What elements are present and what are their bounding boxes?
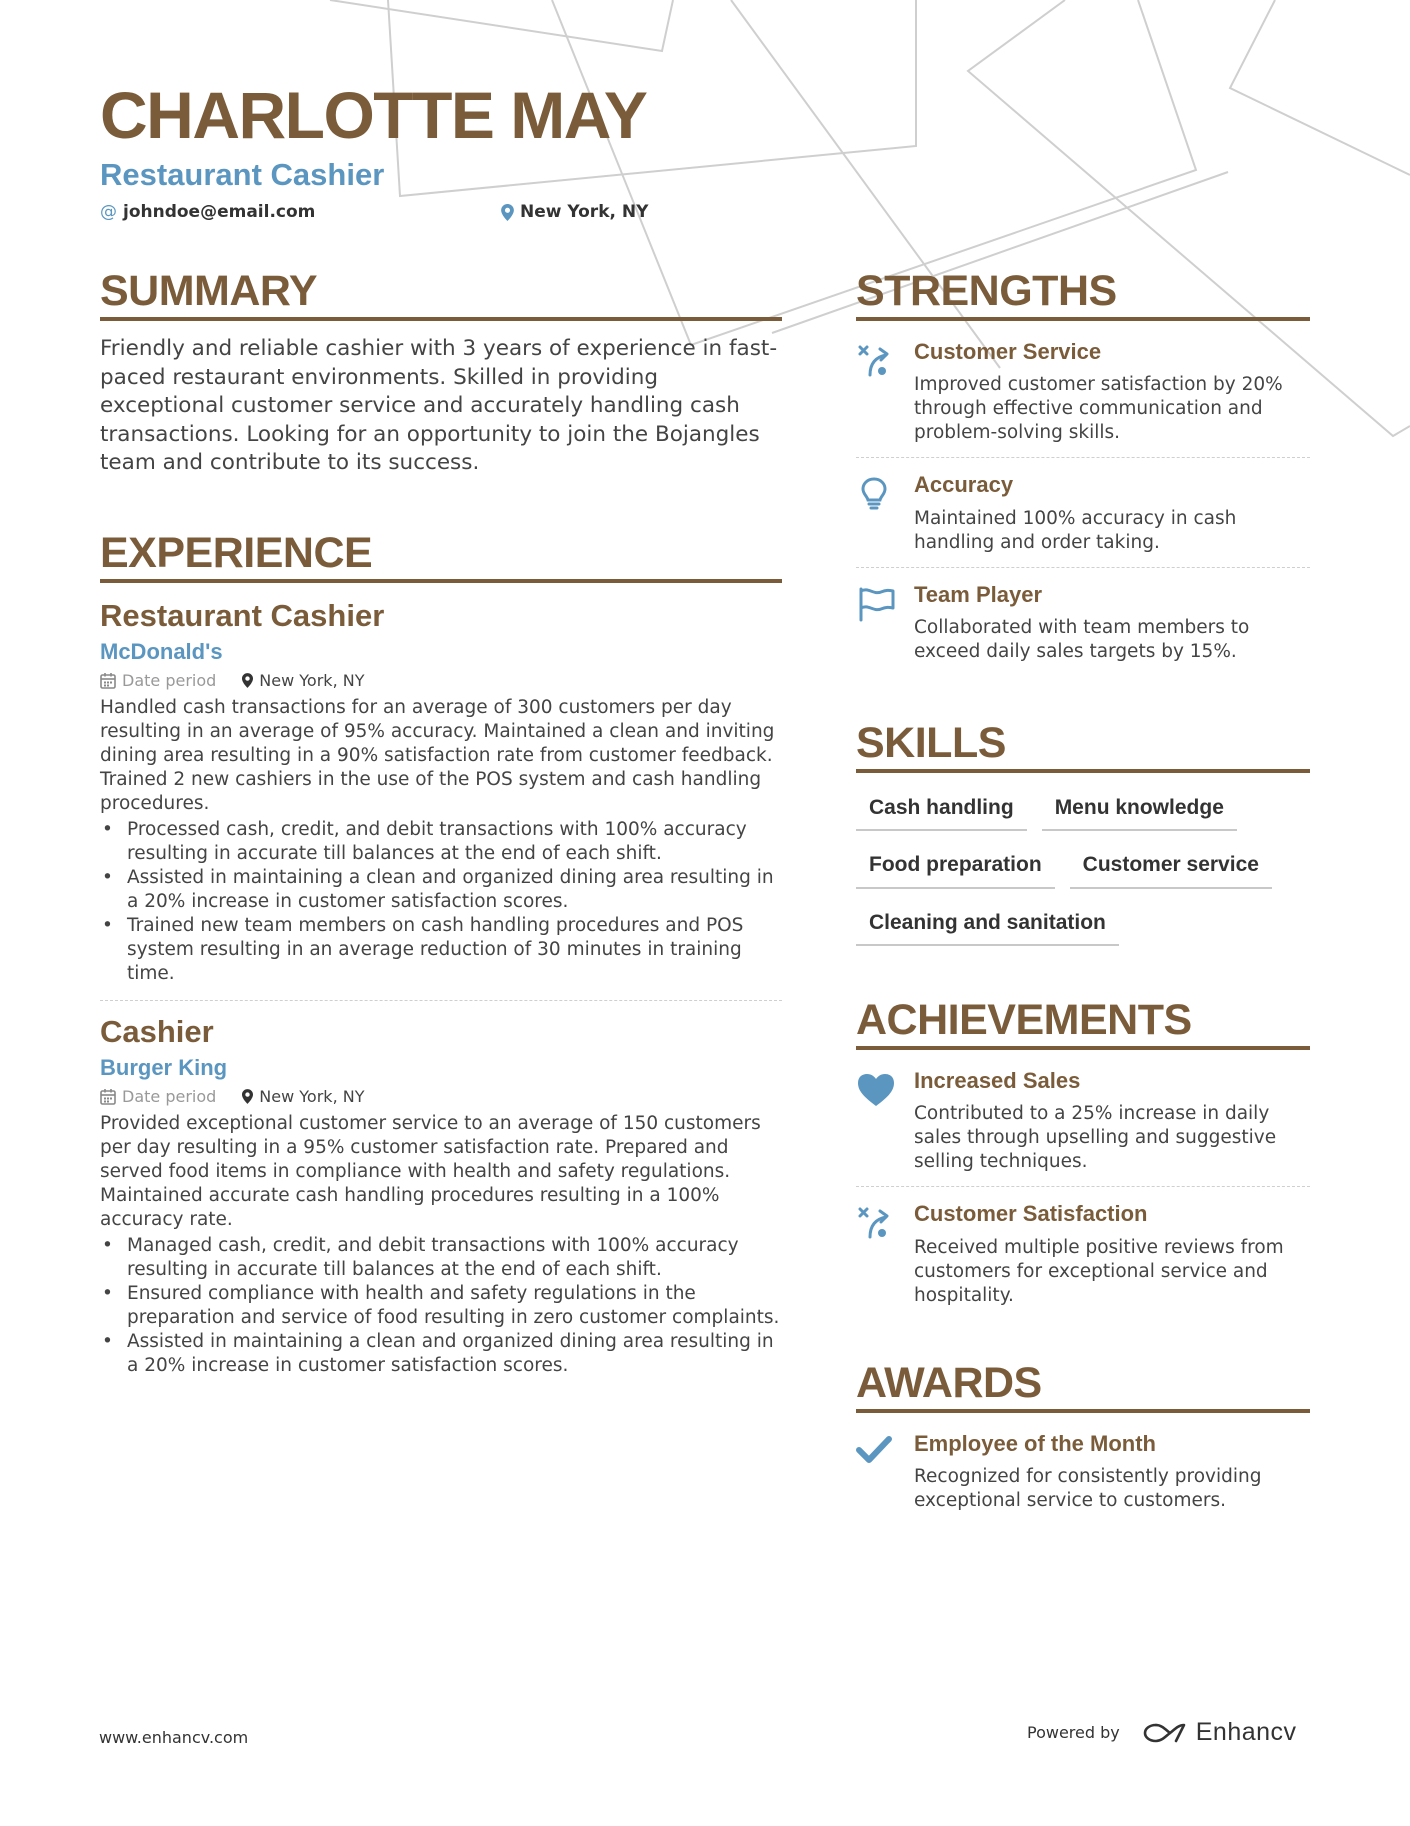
job-location: New York, NY: [259, 670, 365, 690]
location-pin-icon: [242, 673, 253, 688]
job-bullet: • Ensured compliance with health and safety regulations in the preparation and service of food resulting in zero customer complaints.: [100, 1282, 782, 1330]
footer-website[interactable]: www.enhancv.com: [99, 1728, 249, 1747]
company-name: Burger King: [100, 1054, 228, 1080]
award-item: [856, 1431, 1310, 1513]
job-date: Date period: [122, 670, 217, 690]
brand-name: Enhancv: [1195, 1718, 1297, 1746]
job-title: Restaurant Cashier: [100, 597, 385, 633]
calendar-icon: [100, 672, 116, 689]
flag-icon: [856, 582, 914, 664]
job-date: Date period: [122, 1086, 217, 1106]
skill-tag: Cash handling: [856, 787, 1027, 831]
achievement-item: [856, 1068, 1310, 1174]
awards-section: [856, 1358, 1310, 1513]
strength-desc: Collaborated with team members to exceed daily sales targets by 15%.: [914, 617, 1250, 663]
achievement-divider: [856, 1186, 1310, 1187]
experience-section: [100, 528, 782, 1378]
strength-item: [856, 472, 1310, 554]
summary-text: Friendly and reliable cashier with 3 years of experience in fast-paced restaurant environments. Skilled in providing exceptional customer service and accurately handling cash transactions. Looking for an opportunity to join the Bojangles team and contribute to its success.: [100, 336, 778, 475]
contact-email[interactable]: [100, 202, 315, 222]
location-pin-icon: [242, 1089, 253, 1104]
location-pin-icon: [501, 204, 514, 221]
skill-tag: Cleaning and sanitation: [856, 902, 1119, 946]
achievement-desc: Contributed to a 25% increase in daily sales through upselling and suggestive selling techniques.: [914, 1103, 1277, 1173]
summary-heading: SUMMARY: [100, 270, 782, 321]
heart-icon: [856, 1068, 914, 1174]
job-bullet: • Assisted in maintaining a clean and organized dining area resulting in a 20% increase in customer satisfaction scores.: [100, 1330, 782, 1378]
company-name: McDonald's: [100, 638, 223, 664]
job-bullet: • Assisted in maintaining a clean and organized dining area resulting in a 20% increase in customer satisfaction scores.: [100, 866, 782, 914]
job-description: Handled cash transactions for an average of 300 customers per day resulting in an average of 95% accuracy. Maintained a clean and inviting dining area resulting in a 90% satisfaction rate from customer feedback. Trained 2 new cashiers in the use of the POS system and cash handling procedures.: [100, 696, 775, 814]
footer-branding[interactable]: [1027, 1718, 1297, 1747]
enhancv-logo-icon: [1142, 1721, 1188, 1745]
job-meta: [100, 1087, 782, 1106]
strength-divider: [856, 567, 1310, 568]
location-text: New York, NY: [520, 202, 649, 222]
achievement-item: [856, 1201, 1310, 1307]
job-entry: [100, 1015, 782, 1378]
job-bullets: [100, 818, 782, 986]
lightbulb-icon: [856, 472, 914, 554]
summary-section: [100, 267, 782, 478]
achievements-heading: ACHIEVEMENTS: [856, 999, 1310, 1050]
achievement-title: Increased Sales: [914, 1067, 1081, 1093]
job-bullet: • Processed cash, credit, and debit transactions with 100% accuracy resulting in accurate till balances at the end of each shift.: [100, 818, 782, 866]
strength-desc: Improved customer satisfaction by 20% through effective communication and problem-solving skills.: [914, 374, 1283, 444]
job-description: Provided exceptional customer service to an average of 150 customers per day resulting in a 95% customer satisfaction rate. Prepared and served food items in compliance with health and safety regulations. Maintained accurate cash handling procedures resulting in a 100% accuracy rate.: [100, 1112, 761, 1230]
strength-title: Customer Service: [914, 339, 1102, 364]
award-title: Employee of the Month: [914, 1430, 1156, 1456]
right-column: [856, 267, 1310, 1513]
strength-title: Team Player: [914, 581, 1043, 607]
skill-tag: Customer service: [1070, 844, 1272, 888]
skills-list: [856, 787, 1310, 959]
candidate-name: CHARLOTTE MAY: [100, 78, 647, 152]
achievements-section: [856, 995, 1310, 1308]
strength-title: Accuracy: [914, 472, 1014, 498]
job-bullet: • Trained new team members on cash handling procedures and POS system resulting in an average reduction of 30 minutes in training time.: [100, 914, 782, 986]
left-column: [100, 267, 782, 1378]
skill-tag: Menu knowledge: [1042, 787, 1237, 831]
skill-tag: Food preparation: [856, 844, 1055, 888]
skills-section: [856, 719, 1310, 959]
award-desc: Recognized for consistently providing exceptional service to customers.: [914, 1465, 1262, 1511]
brand-logo: [1142, 1718, 1297, 1747]
strength-item: [856, 339, 1310, 445]
experience-heading: EXPERIENCE: [100, 532, 782, 583]
checkmark-icon: [856, 1431, 914, 1513]
awards-heading: AWARDS: [856, 1362, 1310, 1413]
job-bullets: [100, 1234, 782, 1378]
email-text: johndoe@email.com: [123, 202, 316, 222]
at-icon: @: [100, 202, 117, 222]
strengths-section: [856, 267, 1310, 664]
strength-item: [856, 582, 1310, 664]
job-bullet: • Managed cash, credit, and debit transactions with 100% accuracy resulting in accurate till balances at the end of each shift.: [100, 1234, 782, 1282]
strategy-icon: [856, 339, 914, 445]
strengths-heading: STRENGTHS: [856, 270, 1310, 321]
job-location: New York, NY: [259, 1086, 365, 1106]
powered-by-label: Powered by: [1027, 1723, 1120, 1742]
contact-location: [501, 202, 648, 222]
skills-heading: SKILLS: [856, 722, 1310, 773]
job-title: Cashier: [100, 1013, 214, 1049]
calendar-icon: [100, 1088, 116, 1105]
job-divider: [100, 1000, 782, 1001]
candidate-role: Restaurant Cashier: [100, 157, 385, 192]
achievement-desc: Received multiple positive reviews from customers for exceptional service and hospitality.: [914, 1236, 1284, 1306]
strength-divider: [856, 457, 1310, 458]
strength-desc: Maintained 100% accuracy in cash handling and order taking.: [914, 507, 1237, 553]
achievement-title: Customer Satisfaction: [914, 1201, 1148, 1227]
strategy-icon: [856, 1201, 914, 1307]
job-entry: [100, 599, 782, 986]
job-meta: [100, 671, 782, 690]
